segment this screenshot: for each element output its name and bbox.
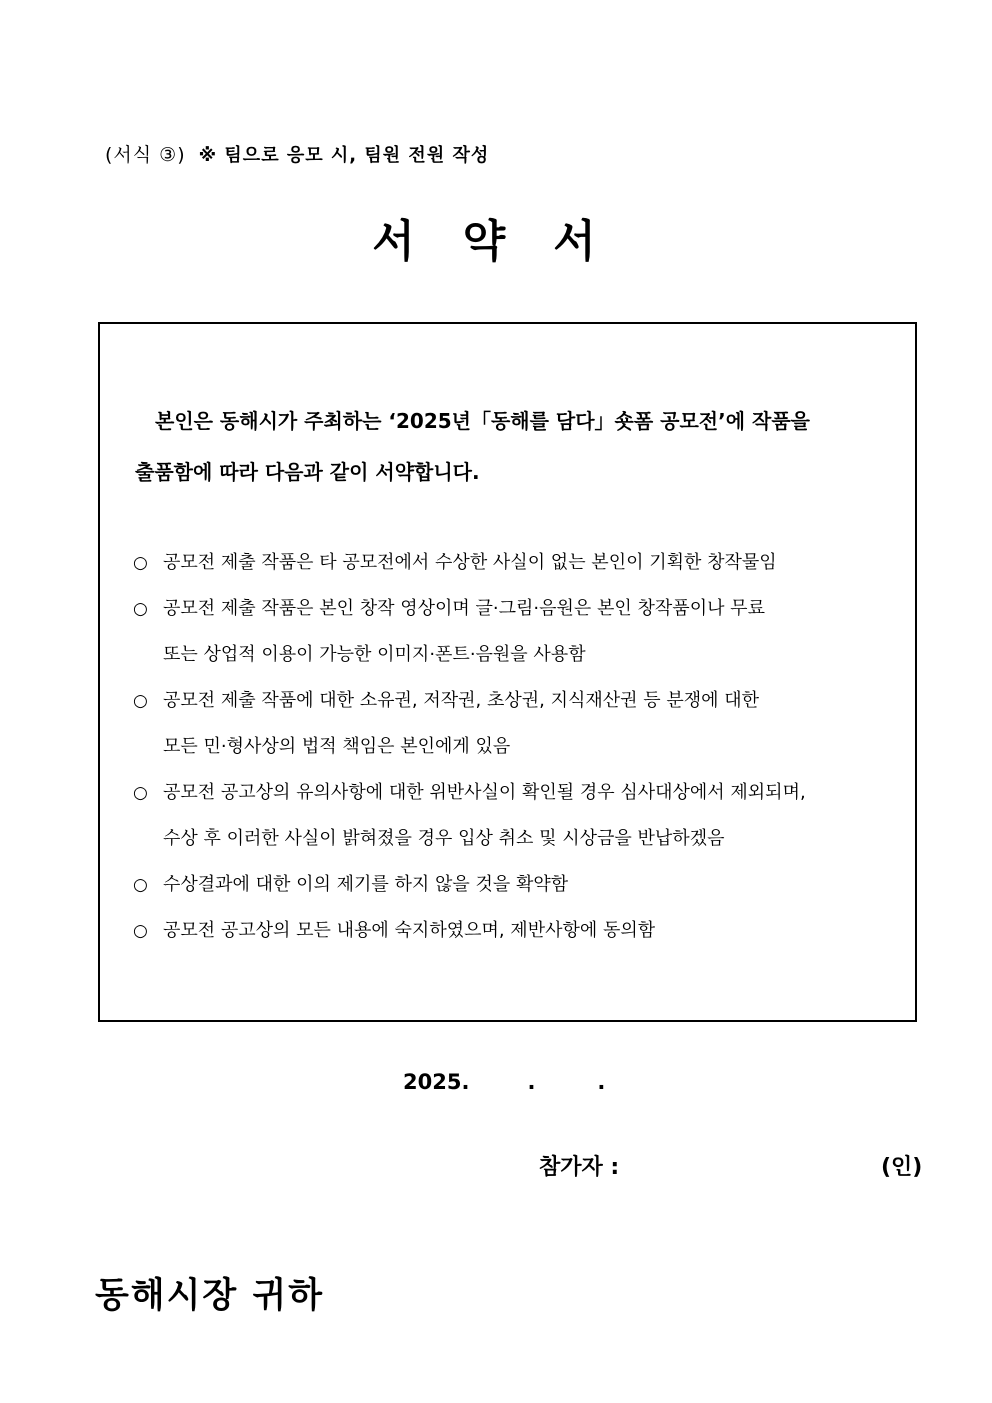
page-title: 서약서 (372, 216, 644, 267)
intro-line-1: 본인은 동해시가 주최하는 ‘2025년「동해를 담다」숏폼 공모전’에 작품을 (155, 409, 810, 433)
intro-line-2: 출품함에 따라 다음과 같이 서약합니다. (135, 460, 480, 484)
pledge-item (133, 540, 913, 586)
pledge-item-line: 수상결과에 대한 이의 제기를 하지 않을 것을 확약함 (163, 874, 569, 895)
form-label (105, 140, 489, 167)
form-number: (서식 ③) (105, 144, 186, 166)
pledge-item-line: 또는 상업적 이용이 가능한 이미지·폰트·음원을 사용함 (163, 644, 586, 665)
pledge-item-line: 공모전 공고상의 모든 내용에 숙지하였으며, 제반사항에 동의함 (163, 920, 656, 941)
seal-mark: (인) (881, 1155, 923, 1180)
pledge-item (133, 908, 913, 954)
date-day-dot: . (597, 1070, 606, 1094)
pledge-item (133, 862, 913, 908)
date-line (403, 1070, 605, 1094)
circle-bullet-icon: ○ (133, 553, 148, 573)
date-month-dot: . (527, 1070, 536, 1094)
pledge-box (98, 322, 917, 1022)
circle-bullet-icon: ○ (133, 783, 148, 803)
pledge-item-line: 공모전 공고상의 유의사항에 대한 위반사실이 확인될 경우 심사대상에서 제외되며, (163, 782, 806, 803)
pledge-items (133, 540, 913, 954)
circle-bullet-icon: ○ (133, 875, 148, 895)
pledge-item-line: 수상 후 이러한 사실이 밝혀졌을 경우 입상 취소 및 시상금을 반납하겠음 (163, 828, 725, 849)
pledge-item (133, 586, 913, 678)
circle-bullet-icon: ○ (133, 599, 148, 619)
pledge-intro (135, 396, 895, 498)
team-note: ※ 팀으로 응모 시, 팀원 전원 작성 (198, 145, 490, 166)
participant-label: 참가자 : (539, 1155, 620, 1180)
pledge-item (133, 770, 913, 862)
date-year: 2025. (403, 1070, 470, 1094)
pledge-item (133, 678, 913, 770)
pledge-item-line: 모든 민·형사상의 법적 책임은 본인에게 있음 (163, 736, 511, 757)
pledge-item-line: 공모전 제출 작품은 타 공모전에서 수상한 사실이 없는 본인이 기획한 창작물임 (163, 552, 777, 573)
pledge-item-line: 공모전 제출 작품에 대한 소유권, 저작권, 초상권, 지식재산권 등 분쟁에 대한 (163, 690, 760, 711)
circle-bullet-icon: ○ (133, 691, 148, 711)
pledge-item-line: 공모전 제출 작품은 본인 창작 영상이며 글·그림·음원은 본인 창작품이나 무료 (163, 598, 765, 619)
circle-bullet-icon: ○ (133, 921, 148, 941)
recipient: 동해시장 귀하 (95, 1276, 325, 1316)
